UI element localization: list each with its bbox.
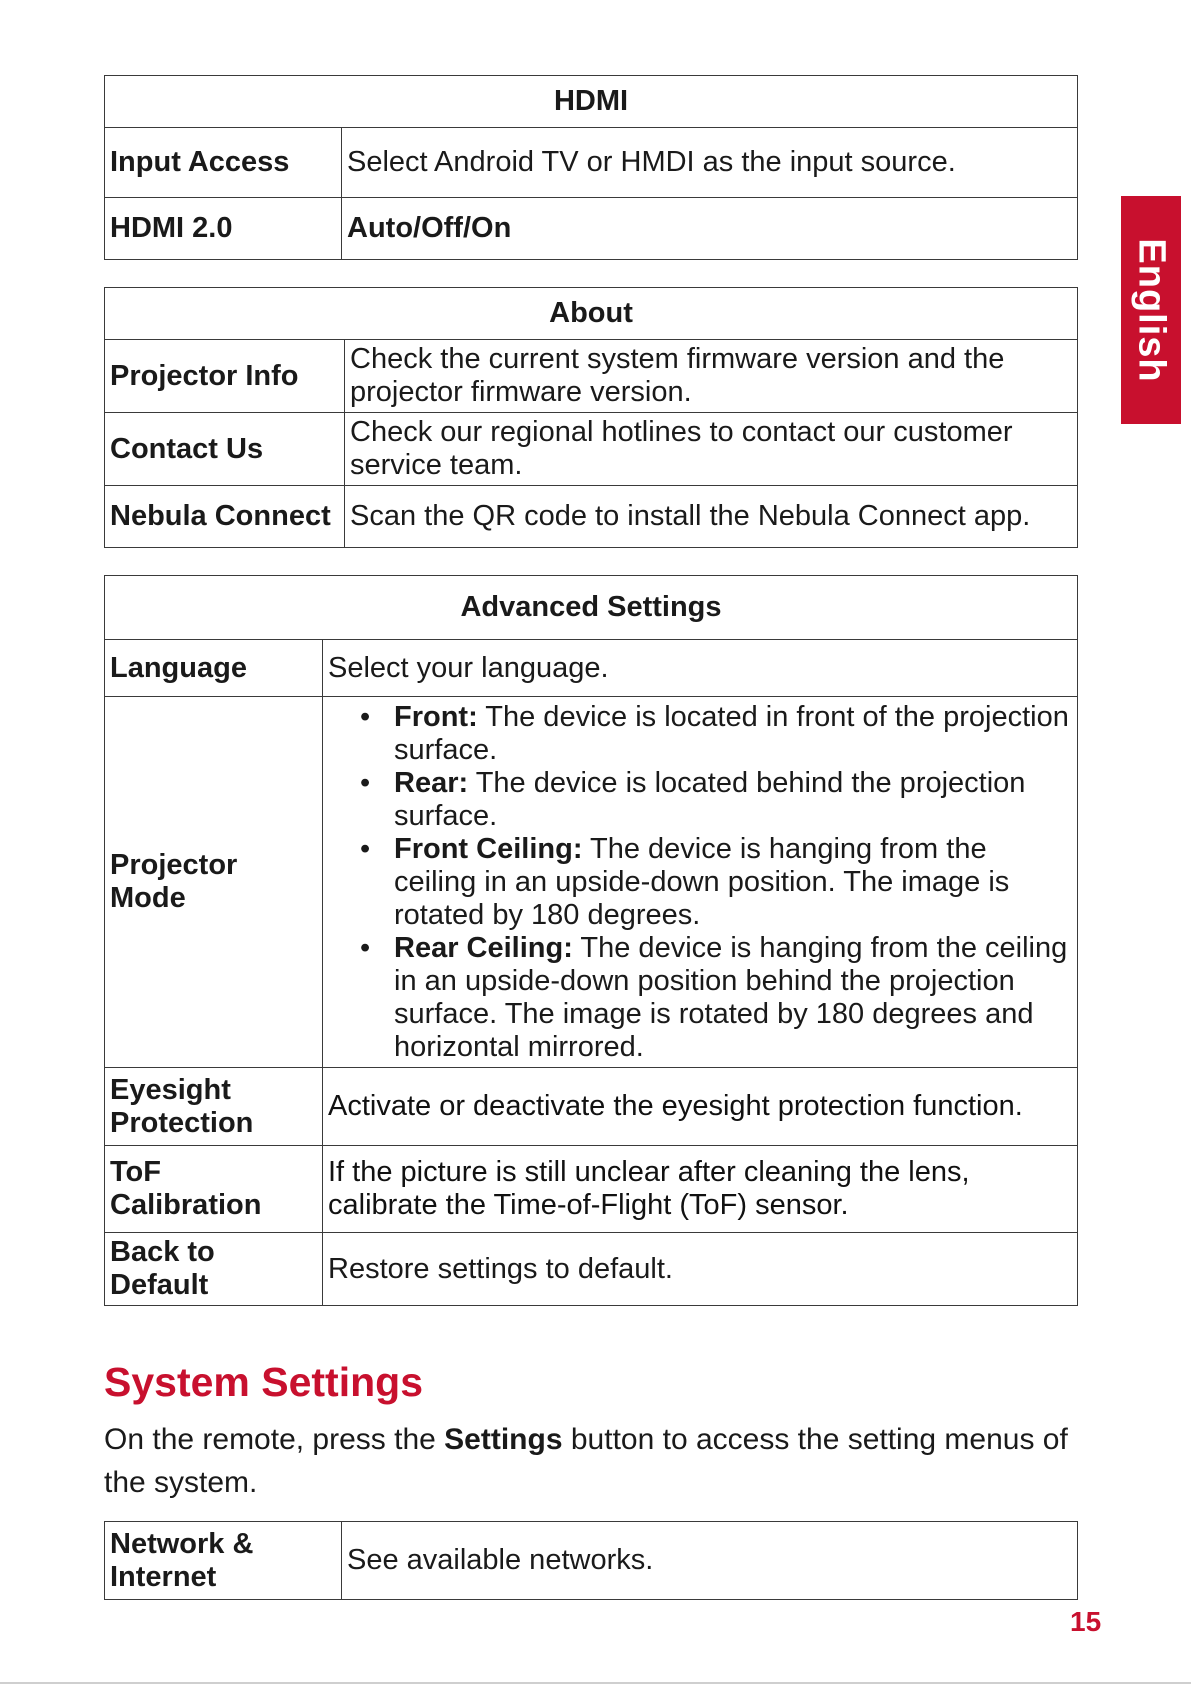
advanced-settings-table	[104, 575, 1078, 1306]
mode-front-text: The device is located in front of the projection surface.	[394, 700, 1069, 766]
language-value: Select your language.	[323, 640, 1078, 697]
projector-mode-list	[328, 701, 1072, 1064]
nebula-connect-value: Scan the QR code to install the Nebula Connect app.	[345, 486, 1078, 548]
eyesight-protection-value: Activate or deactivate the eyesight protection function.	[323, 1068, 1078, 1146]
contact-us-label: Contact Us	[105, 413, 345, 486]
mode-rear	[360, 767, 1072, 833]
mode-front-ceiling-text: The device is hanging from the ceiling in an upside-down position. The image is rotated by 180 degrees.	[394, 832, 1010, 931]
projector-mode-label: Projector Mode	[105, 697, 323, 1068]
network-internet-value: See available networks.	[342, 1522, 1078, 1600]
network-internet-label: Network & Internet	[105, 1522, 342, 1600]
intro-text-before: On the remote, press the	[104, 1423, 445, 1456]
mode-front-ceiling-term: Front Ceiling:	[394, 832, 583, 865]
language-tab-label: English	[1130, 237, 1173, 383]
projector-mode-options	[323, 697, 1078, 1068]
mode-front	[360, 701, 1072, 767]
hdmi-2-label: HDMI 2.0	[105, 198, 342, 260]
mode-rear-ceiling-term: Rear Ceiling:	[394, 931, 573, 964]
contact-us-value: Check our regional hotlines to contact our customer service team.	[345, 413, 1078, 486]
back-to-default-value: Restore settings to default.	[323, 1233, 1078, 1306]
system-settings-intro	[104, 1418, 1080, 1504]
mode-rear-text: The device is located behind the projection surface.	[394, 766, 1026, 832]
bottom-divider	[0, 1682, 1191, 1684]
language-side-tab	[1121, 196, 1181, 424]
mode-rear-ceiling	[360, 932, 1072, 1064]
nebula-connect-label: Nebula Connect	[105, 486, 345, 548]
projector-info-value: Check the current system firmware version and the projector firmware version.	[345, 340, 1078, 413]
hdmi-2-value: Auto/Off/On	[342, 198, 1078, 260]
language-label: Language	[105, 640, 323, 697]
intro-settings-keyword: Settings	[444, 1423, 563, 1456]
system-settings-table	[104, 1521, 1078, 1600]
tof-calibration-value: If the picture is still unclear after cleaning the lens, calibrate the Time-of-Flight (ToF) sensor.	[323, 1146, 1078, 1233]
about-table	[104, 287, 1078, 548]
back-to-default-label: Back to Default	[105, 1233, 323, 1306]
eyesight-protection-label: Eyesight Protection	[105, 1068, 323, 1146]
advanced-settings-title: Advanced Settings	[105, 576, 1078, 640]
hdmi-table	[104, 75, 1078, 260]
mode-front-ceiling	[360, 833, 1072, 932]
hdmi-table-title: HDMI	[105, 76, 1078, 128]
mode-rear-ceiling-text: The device is hanging from the ceiling in an upside-down position behind the projection surface. The image is rotated by 180 degrees and horizontal mirrored.	[394, 931, 1068, 1063]
page-number: 15	[1070, 1606, 1102, 1637]
mode-rear-term: Rear:	[394, 766, 469, 799]
input-access-label: Input Access	[105, 128, 342, 198]
input-access-value: Select Android TV or HMDI as the input source.	[342, 128, 1078, 198]
tof-calibration-label: ToF Calibration	[105, 1146, 323, 1233]
projector-info-label: Projector Info	[105, 340, 345, 413]
system-settings-heading: System Settings	[104, 1359, 423, 1405]
about-table-title: About	[105, 288, 1078, 340]
mode-front-term: Front:	[394, 700, 478, 733]
intro-text-after: button to access the setting menus of the system.	[104, 1423, 1068, 1499]
